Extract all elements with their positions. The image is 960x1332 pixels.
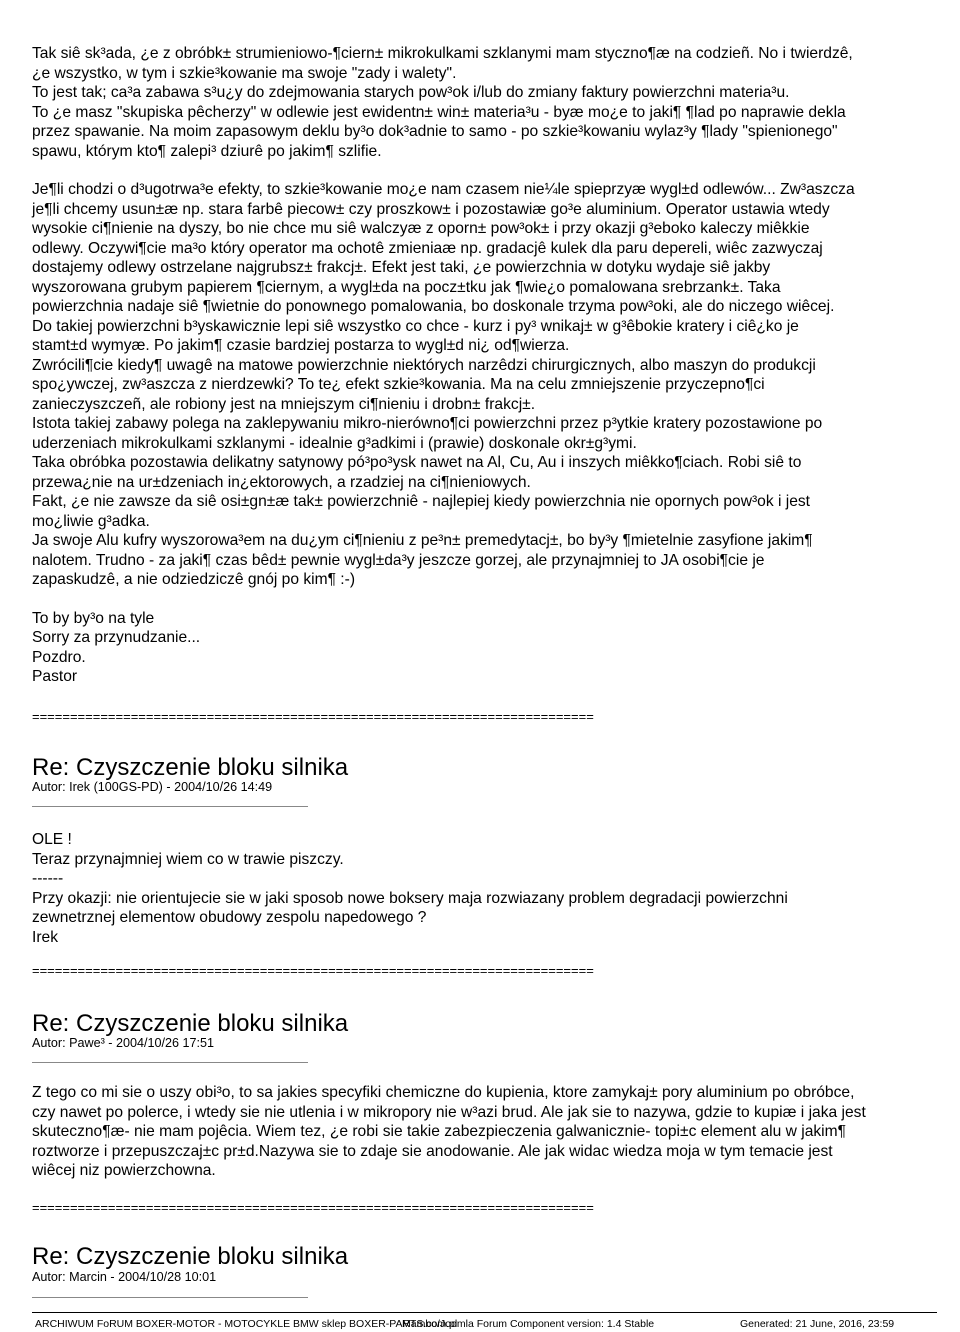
page-footer xyxy=(32,1315,937,1332)
reply-title: Re: Czyszczenie bloku silnika xyxy=(32,1243,349,1270)
reply-meta: Autor: Pawe³ - 2004/10/26 17:51 xyxy=(32,1036,215,1050)
post-paragraph: Tak siê sk³ada, ¿e z obróbk± strumieniowo-¶ciern± mikrokulkami szklanymi mam styczno¶æ na codzieñ. No i twierdzê, ¿e wszystko, w tym i szkie³kowanie ma swoje "zady i walety". To jest tak; ca³a zabawa s³u¿y do zdejmowania starych pow³ok i/lub do zmiany faktury powierzchni materia³u. To ¿e masz "skupiska pêcherzy" w odlewie jest ewidentn± win± materia³u - byæ mo¿e to jaki¶ ¶lad po naprawie dekla przez spawanie. Na moim zapasowym deklu by³o dok³adnie to samo - po szkie³kowaniu wylaz³y ¶lady "spienionego" spawu, którym kto¶ zalepi³ dziurê po jakim¶ szlifie. xyxy=(32,45,853,160)
reply-meta: Autor: Marcin - 2004/10/28 10:01 xyxy=(32,1270,217,1284)
footer-site-name: ARCHIWUM FoRUM BOXER-MOTOR - MOTOCYKLE BMW sklep BOXER-PARTS.com.pl xyxy=(35,1318,458,1330)
separator-line: ========================================================================== xyxy=(32,710,594,723)
reply-body: OLE ! Teraz przynajmniej wiem co w trawie piszczy. ------ Przy okazji: nie orientujecie sie w jaki sposob nowe boksery maja rozwiazany problem degradacji powierzchni zewnetrznej elementow obudowy zespolu napedowego ? Irek xyxy=(32,831,788,946)
reply-rule xyxy=(32,1062,308,1063)
reply-title: Re: Czyszczenie bloku silnika xyxy=(32,754,349,781)
document-page xyxy=(32,44,937,1284)
footer-rule xyxy=(32,1312,937,1313)
post-signoff: To by by³o na tyle Sorry za przynudzanie... Pozdro. Pastor xyxy=(32,609,201,685)
reply-rule xyxy=(32,1297,308,1298)
footer-component-version: Mambo/Joomla Forum Component version: 1.4 Stable xyxy=(402,1318,655,1330)
post-paragraph: Je¶li chodzi o d³ugotrwa³e efekty, to szkie³kowanie mo¿e nam czasem nie¼le spieprzyæ wygl±d odlewów... Zw³aszcza je¶li chcemy usun±æ np. stara farbê piecow± czy proszkow± i pozostawiæ go³e aluminium. Operator ustawia wtedy wysokie ci¶nienie na dyszy, bo nie chce mu siê walczyæ z oporn± pow³ok± i przy okazji g³eboko kaleczy miêkkie odlewy. Oczywi¶cie ma³o który operator ma ochotê zmieniaæ np. gradacjê kulek dla paru depereli, wiêc zazwyczaj dostajemy odlewy ostrzelane najgrubsz± frakcj±. Efekt jest taki, ¿e powierzchnia w dotyku wydaje siê jakby wyszorowana grubym papierem ¶ciernym, a wygl±da na pocz±tku jak ¶wie¿o pomalowana srebrzank±. Taka powierzchnia nadaje siê ¶wietnie do ponownego pomalowania, bo doskonale trzyma pow³oki, ale do niczego wiêcej. Do takiej powierzchni b³yskawicznie lepi siê wszystko co chce - kurz i py³ wnikaj± w g³êbokie kratery i ciê¿ko je stamt±d wymyæ. Po jakim¶ czasie bardziej postarza to wygl±d ni¿ od¶wierza. Zwrócili¶cie kiedy¶ uwagê na matowe powierzchnie niektórych narzêdzi chirurgicznych, albo maszyn do produkcji spo¿ywczej, zw³aszcza z nierdzewki? To te¿ efekt szkie³kowania. Ma na celu zmniejszenie przyczepno¶ci zanieczyszczeñ, ale robiony jest na mniejszym ci¶nieniu i drobn± frakcj±. Istota takiej zabawy polega na zaklepywaniu mikro-nierówno¶ci powierzchni przez p³ytkie kratery pozostawione po uderzeniach mikrokulkami szklanymi - idealnie g³adkimi i (prawie) doskonale okr±g³ymi. Taka obróbka pozostawia delikatny satynowy pó³po³ysk nawet na Al, Cu, Au i inszych miêkko¶ciach. Robi siê to przewa¿nie na ur±dzeniach in¿ektorowych, a rzadziej na ci¶nieniowych. Fakt, ¿e nie zawsze da siê osi±gn±æ tak± powierzchniê - najlepiej kiedy powierzchnia nie opornych pow³ok i jest mo¿liwie g³adka. Ja swoje Alu kufry wyszorowa³em na du¿ym ci¶nieniu z pe³n± premedytacj±, bo by³y ¶mietelnie zasyfione jakim¶ nalotem. Trudno - za jaki¶ czas bêd± pewnie wygl±da³y jeszcze gorzej, ale przynajmniej to JA osobi¶cie je zapaskudzê, a nie odziedziczê gnój po kim¶ :-) xyxy=(32,181,855,588)
reply-body: Z tego co mi sie o uszy obi³o, to sa jakies specyfiki chemiczne do kupienia, ktore zamykaj± pory aluminium po obróbce, czy nawet po polerce, i wtedy sie nie utlenia i w mikropory nie w³azi brud. Ale jak sie to nazywa, gdzie to kupiæ i jaka jest skuteczno¶æ- nie mam pojêcia. Wiem tez, ¿e robi sie takie zabezpieczenia galwanicznie- topi±c element alu w jakim¶ roztworze i przepuszczaj±c pr±d.Nazywa sie to zdaje sie anodowanie. Ale jak widac wiedza moja w tym temacie jest wiêcej niz powierzchowna. xyxy=(32,1084,866,1179)
footer-generated-date: Generated: 21 June, 2016, 23:59 xyxy=(740,1318,895,1330)
separator-line: ========================================================================== xyxy=(32,964,594,977)
reply-meta: Autor: Irek (100GS-PD) - 2004/10/26 14:49 xyxy=(32,780,273,794)
reply-rule xyxy=(32,806,308,807)
paragraph-gap xyxy=(32,161,937,180)
separator-line: ========================================================================== xyxy=(32,1201,594,1214)
paragraph-gap xyxy=(32,590,937,609)
reply-title: Re: Czyszczenie bloku silnika xyxy=(32,1010,349,1037)
